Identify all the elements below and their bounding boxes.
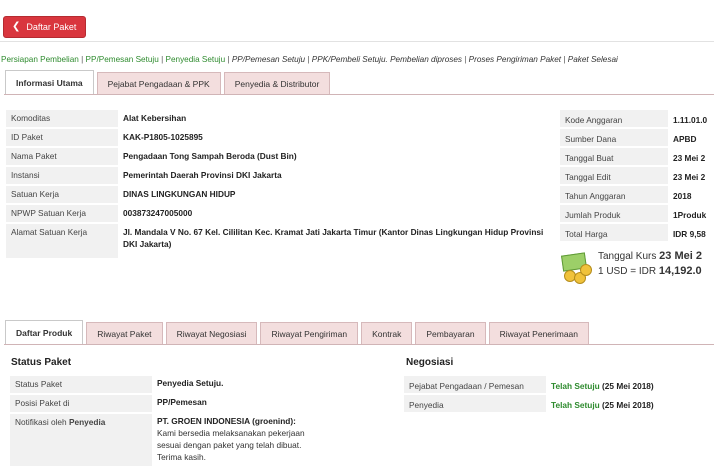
tab-riwayat-pengiriman[interactable]: Riwayat Pengiriman	[260, 322, 358, 344]
tanggal-kurs-value: 23 Mei 2	[659, 250, 702, 262]
notifikasi-line: Terima kasih.	[157, 452, 206, 462]
tab-penyedia-distributor[interactable]: Penyedia & Distributor	[224, 72, 331, 94]
tahun-anggaran-value: 2018	[673, 191, 692, 201]
notifikasi-value	[152, 414, 310, 466]
table-row	[10, 414, 310, 466]
kurs-rate-prefix: 1 USD = IDR	[598, 266, 657, 277]
npwp-value: 003873247005000	[123, 208, 193, 218]
tab-pejabat-pengadaan[interactable]: Pejabat Pengadaan & PPK	[97, 72, 221, 94]
daftar-paket-button[interactable]	[3, 16, 86, 38]
status-paket-label: Status Paket	[10, 376, 152, 393]
table-row	[6, 224, 554, 258]
notifikasi-sender: PT. GROEN INDONESIA (groenind):	[157, 416, 296, 426]
status-paket-value: Penyedia Setuju.	[157, 378, 224, 388]
step-4: PP/Pemesan Setuju	[231, 55, 306, 64]
status-badge: Telah Setuju	[551, 400, 600, 410]
status-date: (25 Mei 2018)	[602, 400, 654, 410]
notifikasi-label	[10, 414, 152, 466]
notifikasi-message	[157, 427, 305, 463]
notifikasi-line: sesuai dengan paket yang telah dibuat.	[157, 440, 302, 450]
anggaran-table	[560, 108, 712, 243]
table-row	[6, 205, 554, 222]
jumlah-produk-value: 1Produk	[673, 210, 707, 220]
id-paket-value: KAK-P1805-1025895	[123, 132, 203, 142]
penyedia-status	[546, 395, 659, 412]
chevron-left-icon: ❮	[12, 21, 21, 32]
info-utama-table	[6, 108, 554, 260]
tab-riwayat-penerimaan[interactable]: Riwayat Penerimaan	[489, 322, 589, 344]
table-row	[10, 376, 310, 393]
notifikasi-label-prefix: Notifikasi oleh	[15, 417, 67, 427]
alamat-value: Jl. Mandala V No. 67 Kel. Cililitan Kec. Kramat Jati Jakarta Timur (Kantor Dinas Lingkungan Hidup Provinsi DKI Jakarta)	[123, 227, 544, 249]
kode-anggaran-label: Kode Anggaran	[560, 110, 668, 127]
kurs-info	[560, 250, 702, 284]
table-row	[6, 129, 554, 146]
instansi-label: Instansi	[6, 167, 118, 184]
satuan-kerja-value: DINAS LINGKUNGAN HIDUP	[123, 189, 236, 199]
step-3: Penyedia Setuju	[165, 55, 226, 64]
notifikasi-label-role: Penyedia	[68, 417, 106, 427]
step-7: Paket Selesai	[567, 55, 618, 64]
tab-kontrak[interactable]: Kontrak	[361, 322, 412, 344]
tanggal-buat-label: Tanggal Buat	[560, 148, 668, 165]
table-row	[560, 110, 712, 127]
tanggal-kurs-label: Tanggal Kurs	[598, 251, 657, 262]
sumber-dana-label: Sumber Dana	[560, 129, 668, 146]
main-tabs	[5, 72, 333, 94]
step-6: Proses Pengiriman Paket	[468, 55, 562, 64]
status-date: (25 Mei 2018)	[602, 381, 654, 391]
alamat-label: Alamat Satuan Kerja	[6, 224, 118, 258]
step-2: PP/Pemesan Setuju	[85, 55, 159, 64]
progress-steps: Persiapan Pembelian | PP/Pemesan Setuju | Penyedia Setuju | PP/Pemesan Setuju | PPK/Pembeli Setuju. Pembelian diproses | Proses Pengiriman Paket | Paket Selesai	[1, 55, 618, 64]
table-row	[6, 167, 554, 184]
negosiasi-table	[404, 374, 659, 414]
table-row	[560, 205, 712, 222]
detail-tabs	[5, 322, 592, 344]
tanggal-edit-label: Tanggal Edit	[560, 167, 668, 184]
table-row	[560, 129, 712, 146]
top-bar	[0, 0, 714, 42]
komoditas-value: Alat Kebersihan	[123, 113, 187, 123]
tab-underline	[4, 94, 714, 95]
tab-riwayat-paket[interactable]: Riwayat Paket	[86, 322, 162, 344]
instansi-value: Pemerintah Daerah Provinsi DKI Jakarta	[123, 170, 282, 180]
table-row	[404, 376, 659, 393]
tanggal-edit-value: 23 Mei 2	[673, 172, 706, 182]
notifikasi-line: Kami bersedia melaksanakan pekerjaan	[157, 428, 305, 438]
table-row	[560, 224, 712, 241]
table-row	[560, 167, 712, 184]
negosiasi-title: Negosiasi	[406, 357, 454, 368]
jumlah-produk-label: Jumlah Produk	[560, 205, 668, 222]
tab-pembayaran[interactable]: Pembayaran	[415, 322, 485, 344]
pejabat-pengadaan-label: Pejabat Pengadaan / Pemesan	[404, 376, 546, 393]
penyedia-label: Penyedia	[404, 395, 546, 412]
table-row	[6, 110, 554, 127]
total-harga-label: Total Harga	[560, 224, 668, 241]
pejabat-pengadaan-status	[546, 376, 659, 393]
money-icon	[560, 250, 592, 284]
nama-paket-label: Nama Paket	[6, 148, 118, 165]
step-5: PPK/Pembeli Setuju. Pembelian diproses	[311, 55, 462, 64]
tahun-anggaran-label: Tahun Anggaran	[560, 186, 668, 203]
status-badge: Telah Setuju	[551, 381, 600, 391]
table-row	[560, 186, 712, 203]
kode-anggaran-value: 1.11.01.0	[673, 115, 708, 125]
npwp-label: NPWP Satuan Kerja	[6, 205, 118, 222]
komoditas-label: Komoditas	[6, 110, 118, 127]
nama-paket-value: Pengadaan Tong Sampah Beroda (Dust Bin)	[123, 151, 297, 161]
satuan-kerja-label: Satuan Kerja	[6, 186, 118, 203]
posisi-paket-value: PP/Pemesan	[157, 397, 207, 407]
table-row	[404, 395, 659, 412]
sumber-dana-value: APBD	[673, 134, 697, 144]
table-row	[6, 186, 554, 203]
step-1: Persiapan Pembelian	[1, 55, 79, 64]
kurs-rate-value: 14,192.0	[658, 265, 702, 277]
tab-riwayat-negosiasi[interactable]: Riwayat Negosiasi	[166, 322, 258, 344]
table-row	[560, 148, 712, 165]
daftar-paket-label: Daftar Paket	[26, 22, 77, 32]
posisi-paket-label: Posisi Paket di	[10, 395, 152, 412]
id-paket-label: ID Paket	[6, 129, 118, 146]
tab-daftar-produk[interactable]: Daftar Produk	[5, 320, 83, 344]
total-harga-value: IDR 9,58	[673, 229, 706, 239]
detail-tab-underline	[4, 344, 714, 345]
tab-informasi-utama[interactable]: Informasi Utama	[5, 70, 94, 94]
status-paket-table	[10, 374, 310, 468]
table-row	[10, 395, 310, 412]
status-paket-title: Status Paket	[11, 357, 72, 368]
tanggal-buat-value: 23 Mei 2	[673, 153, 706, 163]
table-row	[6, 148, 554, 165]
